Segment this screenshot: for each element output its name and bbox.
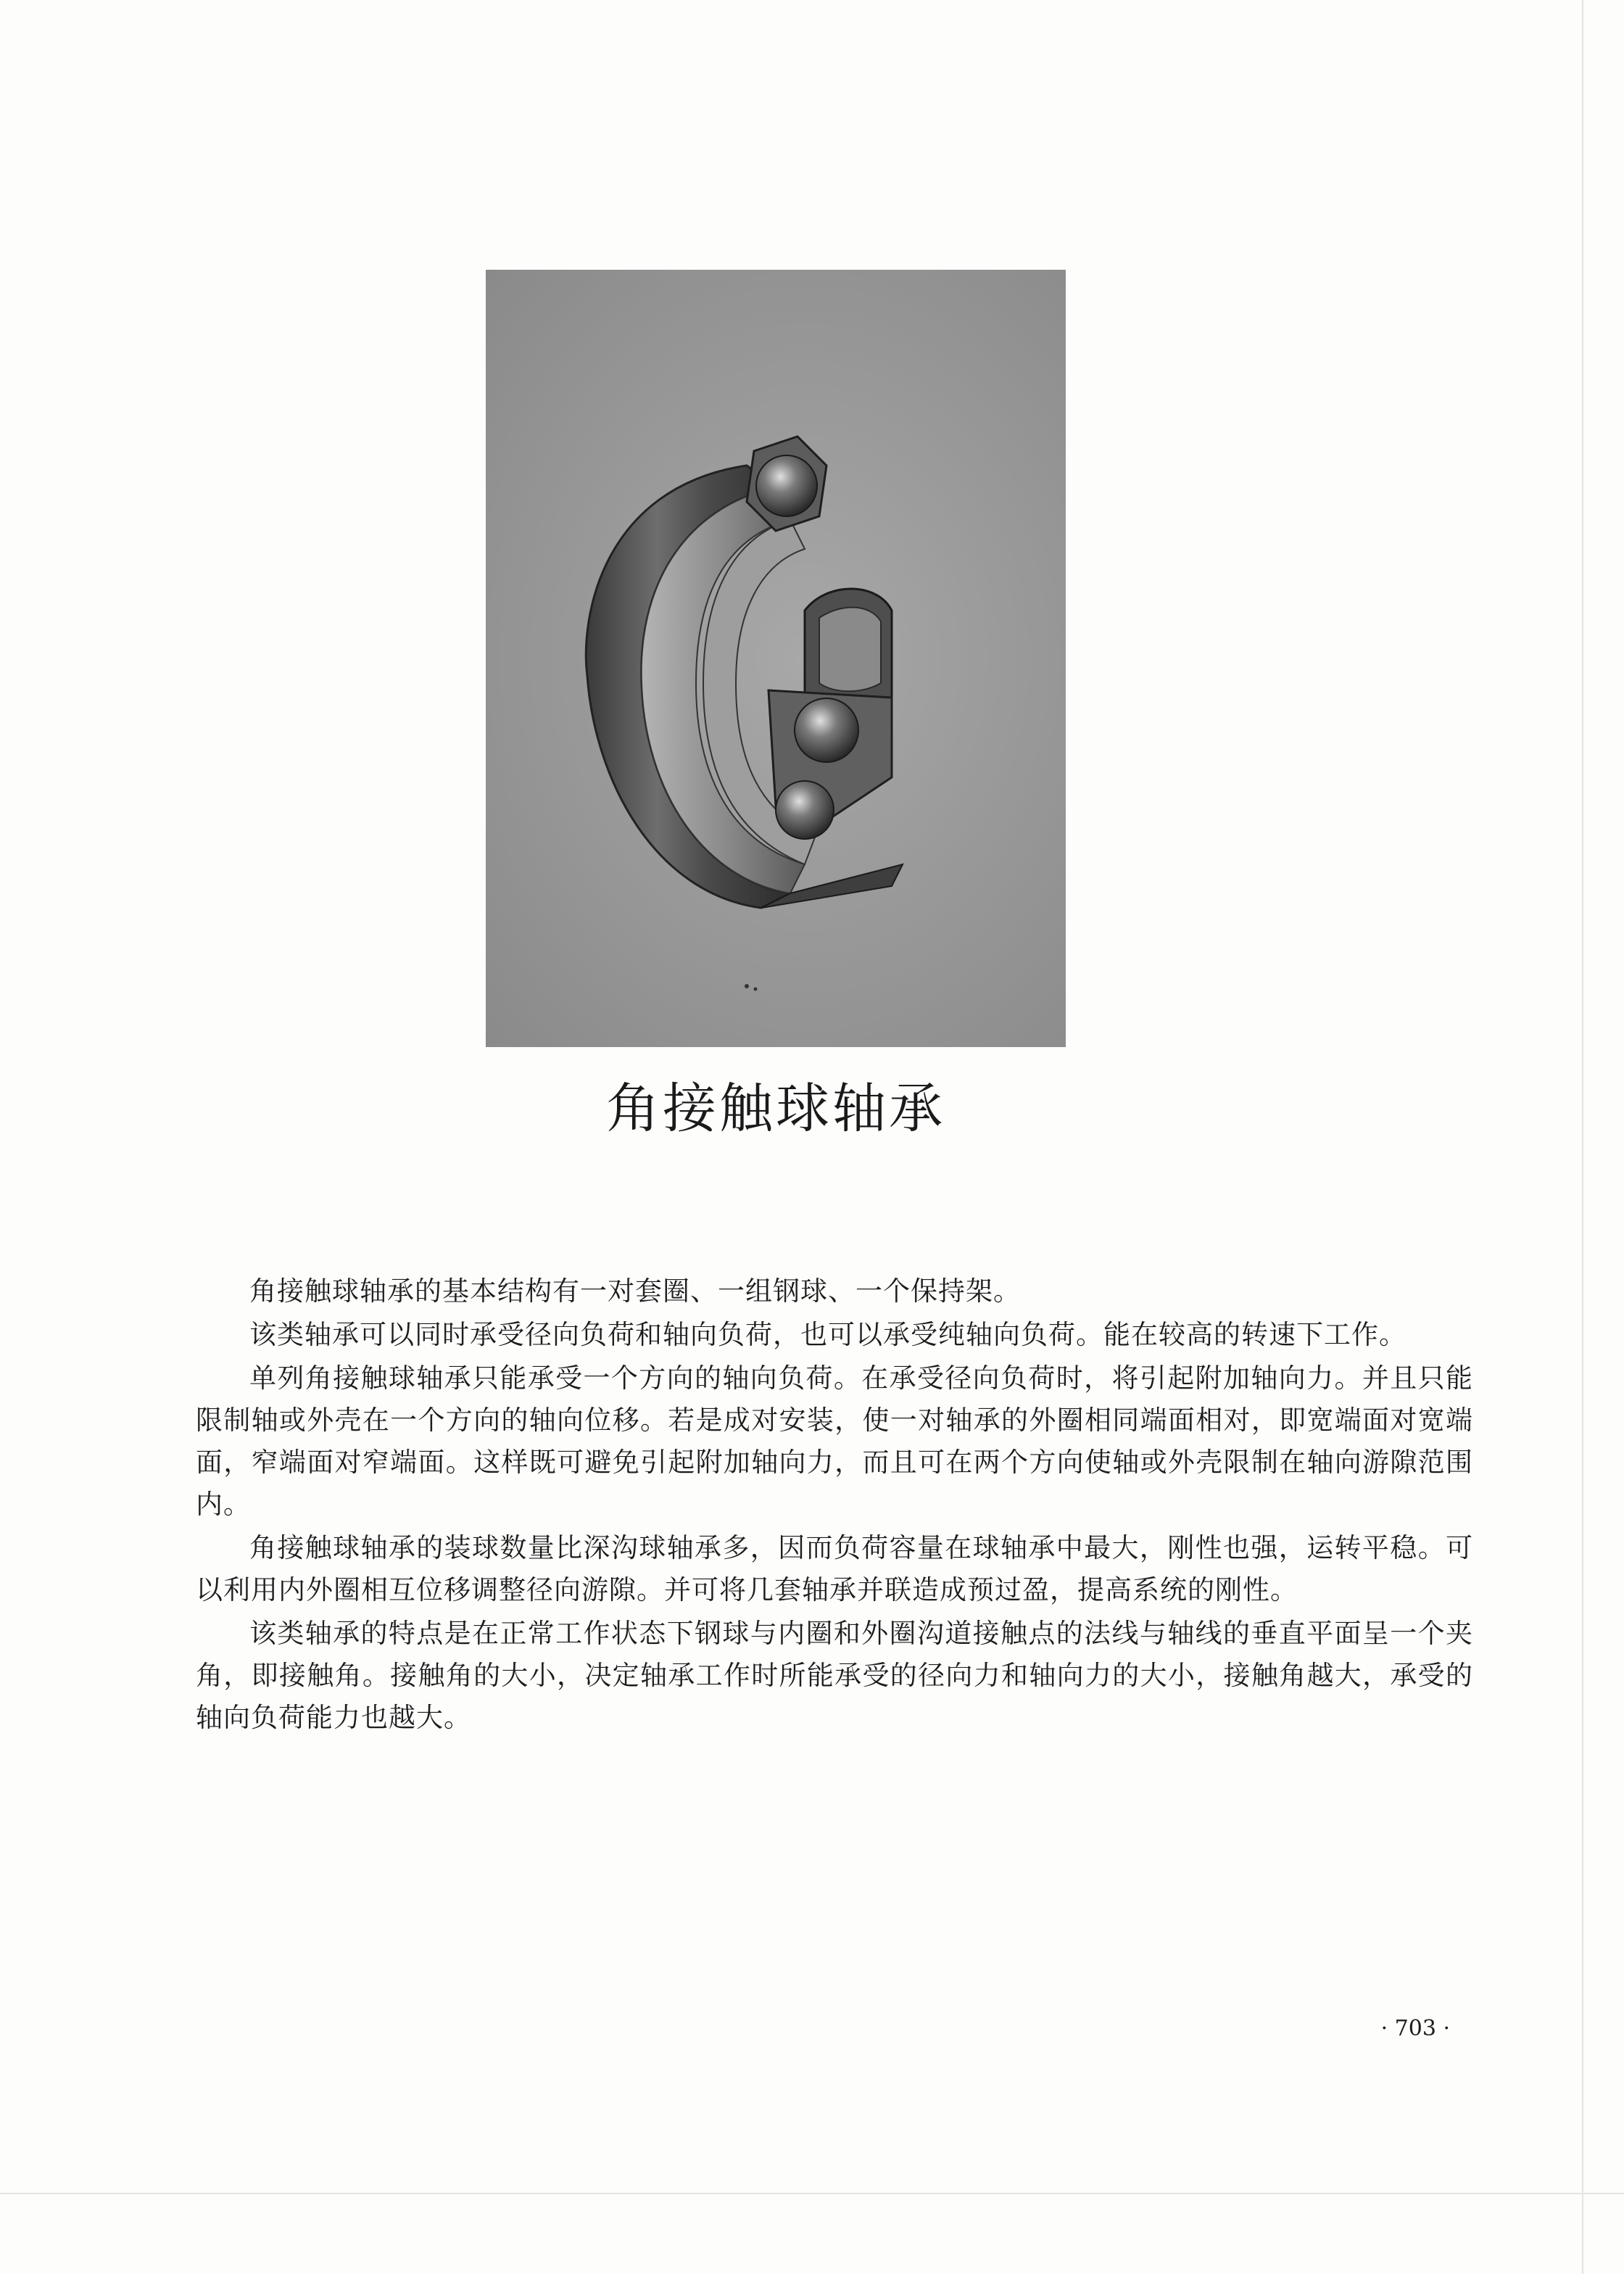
paragraph: 角接触球轴承的基本结构有一对套圈、一组钢球、一个保持架。: [249, 1275, 1021, 1307]
paragraph: 角接触球轴承的装球数量比深沟球轴承多，因而负荷容量在球轴承中最大，刚性也强，运转平稳。可以利用内外圈相互位移调整径向游隙。并可将几套轴承并联造成预过盈，提高系统的刚性。: [196, 1532, 1473, 1605]
bearing-illustration: [486, 270, 1066, 1047]
ball-top: [756, 455, 817, 516]
scan-edge-bottom: [0, 2193, 1624, 2194]
page-number: · 703 ·: [1380, 2016, 1450, 2041]
ball-lower: [776, 781, 834, 839]
paragraph: 该类轴承的特点是在正常工作状态下钢球与内圈和外圈沟道接触点的法线与轴线的垂直平面呈一个夹角，即接触角。接触角的大小，决定轴承工作时所能承受的径向力和轴向力的大小，接触角越大，承受的轴向负荷能力也越大。: [196, 1618, 1473, 1733]
scan-edge-right: [1582, 0, 1583, 2274]
ball-middle: [795, 698, 858, 762]
body-text: [196, 1270, 1473, 1740]
paragraph: 单列角接触球轴承只能承受一个方向的轴向负荷。在承受径向负荷时，将引起附加轴向力。并且只能限制轴或外壳在一个方向的轴向位移。若是成对安装，使一对轴承的外圈相同端面相对，即宽端面对宽端面，窄端面对窄端面。这样既可避免引起附加轴向力，而且可在两个方向使轴或外壳限制在轴向游隙范围内。: [196, 1363, 1473, 1520]
paragraph: 该类轴承可以同时承受径向负荷和轴向负荷，也可以承受纯轴向负荷。能在较高的转速下工作。: [249, 1319, 1406, 1350]
page-title: 角接触球轴承: [606, 1078, 945, 1140]
bearing-photo: [486, 270, 1066, 1047]
